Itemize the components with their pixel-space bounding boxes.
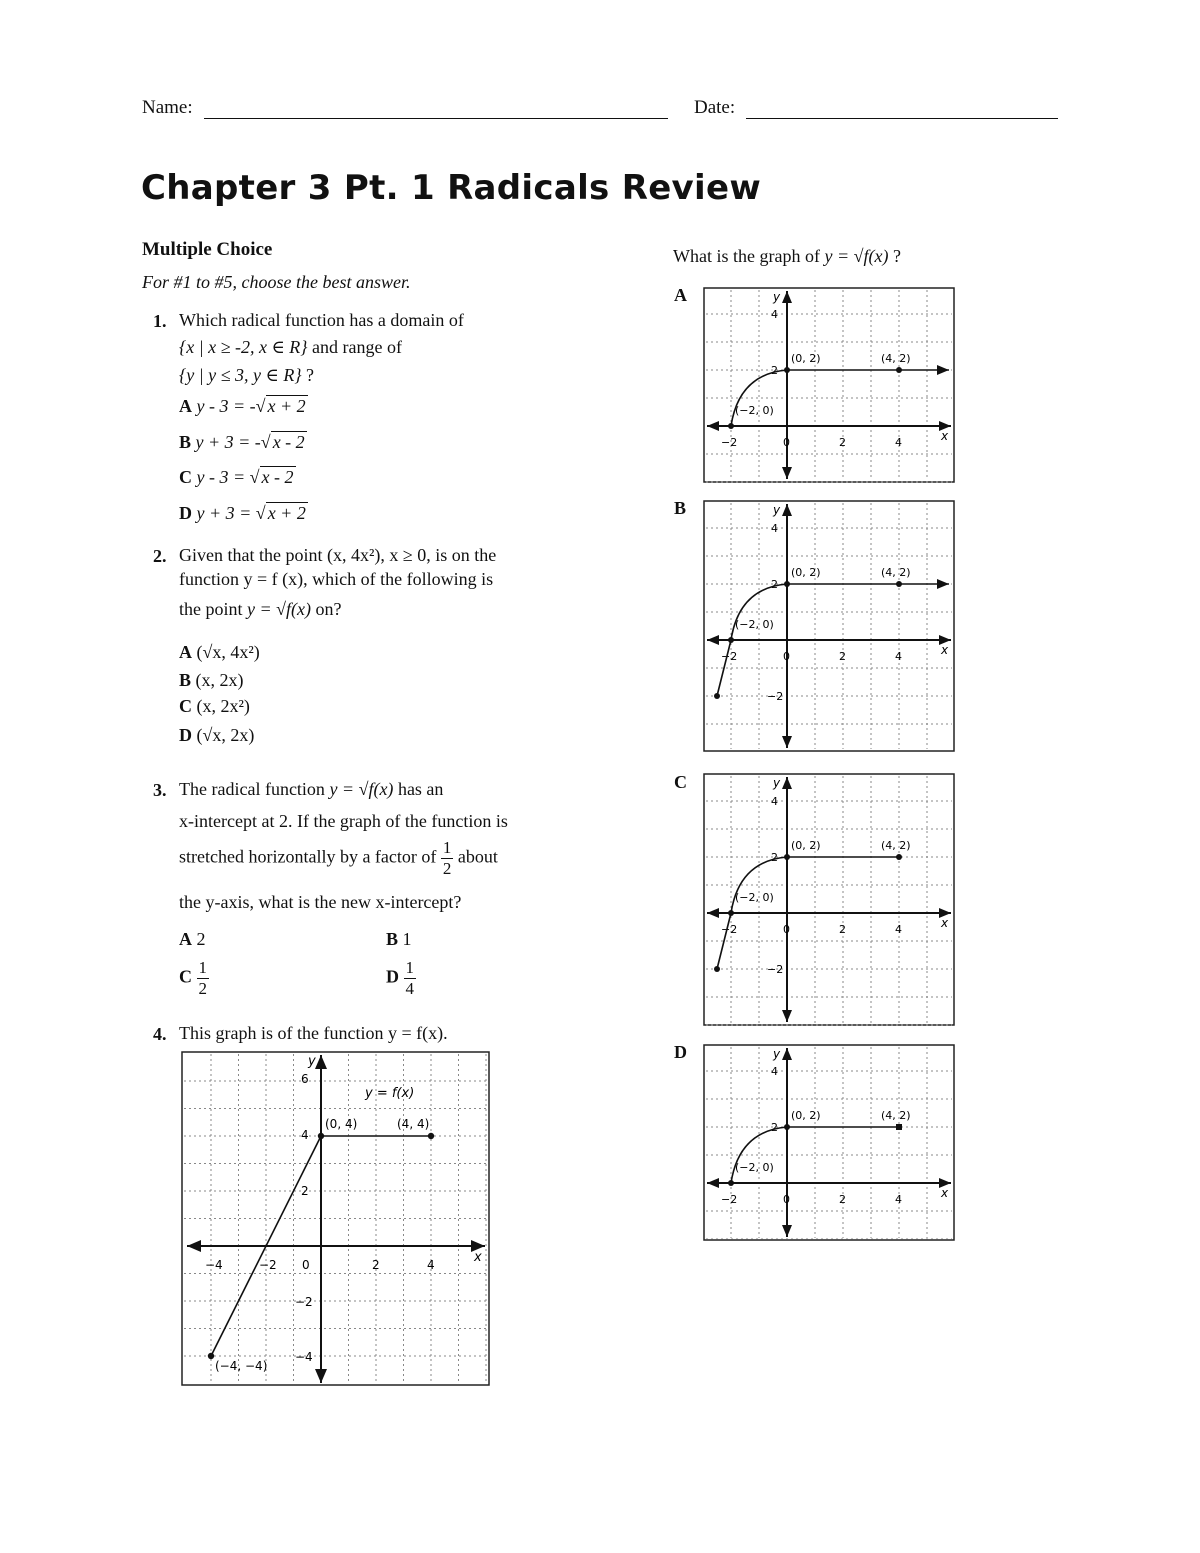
q2-option-c[interactable] [179, 696, 250, 717]
q2-expression: y = √f(x) [247, 599, 311, 619]
question-number: 3. [153, 780, 167, 800]
q3-line1-suffix: has an [397, 779, 444, 799]
denominator: 4 [405, 979, 414, 998]
data-point [428, 1133, 434, 1139]
data-point [896, 367, 902, 373]
sqrt-icon: √ [255, 396, 266, 416]
option-letter: C [179, 467, 192, 487]
sqrt-icon: √ [255, 503, 266, 523]
option-letter: D [179, 725, 192, 745]
q1-line1: Which radical function has a domain of [179, 310, 464, 330]
option-a-graph[interactable] [703, 287, 955, 483]
q4-graph [181, 1051, 491, 1387]
option-lhs: y - 3 = [196, 467, 250, 487]
page-title: Chapter 3 Pt. 1 Radicals Review [141, 168, 762, 208]
option-text: 1 [402, 929, 412, 949]
option-letter: C [179, 966, 192, 987]
option-text: (√x, 4x²) [196, 642, 260, 662]
section-heading: Multiple Choice [142, 239, 273, 260]
option-text: 2 [196, 929, 206, 949]
q1-option-c[interactable] [179, 467, 296, 488]
point-label: (−4, −4) [215, 1359, 268, 1373]
q3-line1-prefix: The radical function [179, 779, 325, 799]
option-lhs: y - 3 = - [196, 396, 256, 416]
y-tick-label: 2 [771, 851, 778, 864]
point-label: (0, 2) [791, 352, 821, 365]
q3-expression: y = √f(x) [329, 779, 394, 799]
q1-line3 [179, 362, 314, 389]
graph-c-letter: C [674, 772, 687, 792]
option-letter: B [179, 670, 192, 690]
q3-option-d[interactable] [386, 958, 416, 999]
data-point [728, 910, 734, 916]
numerator: 1 [405, 958, 414, 977]
point-label: (−2, 0) [735, 1161, 774, 1174]
point-label: (4, 4) [397, 1117, 430, 1131]
x-axis-label: x [941, 429, 949, 443]
option-c-graph[interactable] [703, 773, 955, 1026]
range-end: ? [306, 365, 315, 385]
q1-option-d[interactable] [179, 503, 308, 524]
q3-option-c[interactable] [179, 958, 209, 999]
numerator: 1 [198, 958, 207, 977]
x-tick-label: 0 [783, 1193, 790, 1206]
q2-line3-suffix: on? [315, 599, 342, 619]
data-point [784, 1124, 790, 1130]
y-tick-label: 4 [771, 1065, 778, 1078]
q5-prompt [673, 243, 901, 270]
q3-line3-prefix: stretched horizontally by a factor of [179, 846, 437, 867]
x-tick-label: 2 [839, 1193, 846, 1206]
y-tick-label: 2 [771, 1121, 778, 1134]
data-point [896, 581, 902, 587]
graph-b-letter: B [674, 498, 687, 518]
data-point [728, 637, 734, 643]
x-axis-label: x [941, 1186, 949, 1200]
question-number: 1. [153, 311, 167, 331]
data-point [728, 423, 734, 429]
data-point [896, 1124, 902, 1130]
x-tick-label: 2 [839, 436, 846, 449]
fraction [197, 958, 210, 999]
q2-option-d[interactable] [179, 725, 254, 746]
radicand: x - 2 [261, 467, 294, 487]
q2-line3 [179, 596, 342, 623]
q3-line3 [179, 838, 498, 879]
data-point [318, 1133, 324, 1139]
option-text: (√x, 2x) [196, 725, 255, 745]
q2-option-a[interactable] [179, 642, 260, 663]
data-point [784, 367, 790, 373]
option-letter: A [179, 929, 192, 949]
q3-option-b[interactable] [386, 929, 412, 950]
data-point [714, 966, 720, 972]
q3-line1 [179, 776, 443, 803]
point-label: (4, 2) [881, 566, 911, 579]
x-tick-label: 0 [783, 923, 790, 936]
sqrt-icon: √ [249, 467, 260, 487]
y-tick-label: 6 [301, 1072, 309, 1086]
y-axis-label: y [773, 503, 781, 517]
data-point [728, 1180, 734, 1186]
option-d-graph[interactable] [703, 1044, 955, 1241]
y-axis-label: y [773, 776, 781, 790]
q1-option-b[interactable] [179, 432, 307, 453]
point-label: (0, 2) [791, 839, 821, 852]
question-number: 2. [153, 546, 167, 566]
x-tick-label: −2 [259, 1258, 277, 1272]
point-label: (4, 2) [881, 839, 911, 852]
x-tick-label: 4 [427, 1258, 435, 1272]
option-text: (x, 2x) [195, 670, 244, 690]
y-tick-label: 2 [771, 364, 778, 377]
q4-text: This graph is of the function y = f(x). [179, 1023, 448, 1043]
option-letter: A [179, 642, 192, 662]
x-axis-label: x [941, 916, 949, 930]
x-tick-label: −4 [205, 1258, 223, 1272]
point-label: (0, 2) [791, 566, 821, 579]
y-tick-label: 2 [301, 1184, 309, 1198]
q2-line3-prefix: the point [179, 599, 243, 619]
numerator: 1 [442, 838, 452, 857]
radicand: x + 2 [267, 396, 306, 416]
x-axis-label: x [941, 643, 949, 657]
graph-d-letter: D [674, 1042, 687, 1062]
option-lhs: y + 3 = - [195, 432, 261, 452]
y-axis-label: y [773, 290, 781, 304]
sqrt-icon: √ [260, 432, 271, 452]
y-axis-label: y [773, 1047, 781, 1061]
data-point [714, 693, 720, 699]
x-tick-label: 4 [895, 650, 902, 663]
option-text: (x, 2x²) [196, 696, 250, 716]
point-label: (−2, 0) [735, 618, 774, 631]
denominator: 2 [442, 859, 452, 878]
domain-set: {x | x ≥ -2, x ∈ R} [179, 337, 308, 357]
q3-option-a[interactable] [179, 929, 206, 950]
fraction [404, 958, 417, 999]
date-field[interactable] [746, 118, 1058, 119]
data-point [784, 854, 790, 860]
option-letter: C [179, 696, 192, 716]
fraction [441, 838, 454, 879]
x-tick-label: 4 [895, 436, 902, 449]
data-point [208, 1353, 214, 1359]
option-letter: A [179, 396, 192, 416]
range-prefix: and range of [307, 337, 402, 357]
x-tick-label: 2 [839, 650, 846, 663]
option-letter: D [386, 966, 399, 987]
x-tick-label: 0 [302, 1258, 310, 1272]
x-tick-label: −2 [721, 923, 738, 936]
q1-line2 [179, 334, 402, 361]
x-tick-label: −2 [721, 1193, 738, 1206]
option-letter: D [179, 503, 192, 523]
instructions: For #1 to #5, choose the best answer. [142, 272, 411, 292]
y-tick-label: −4 [295, 1350, 313, 1364]
function-label: y = f(x) [365, 1086, 415, 1101]
option-letter: B [179, 432, 192, 452]
name-label: Name: [142, 97, 193, 118]
q3-line3-suffix: about [457, 846, 498, 867]
data-point [896, 854, 902, 860]
q2-option-b[interactable] [179, 670, 244, 691]
y-tick-label: 4 [301, 1128, 309, 1142]
q1-option-a[interactable] [179, 396, 308, 417]
q5-expression: y = √f(x) [824, 246, 889, 266]
x-tick-label: 0 [783, 650, 790, 663]
point-label: (0, 4) [325, 1117, 358, 1131]
option-b-graph[interactable] [703, 500, 955, 752]
graph-a-letter: A [674, 285, 687, 305]
y-tick-label: 4 [771, 522, 778, 535]
point-label: (4, 2) [881, 352, 911, 365]
date-label: Date: [694, 97, 736, 118]
option-lhs: y + 3 = [196, 503, 256, 523]
question-number: 4. [153, 1024, 167, 1044]
point-label: (0, 2) [791, 1109, 821, 1122]
x-axis-label: x [474, 1250, 482, 1265]
point-label: (−2, 0) [735, 404, 774, 417]
option-letter: B [386, 929, 399, 949]
data-point [784, 581, 790, 587]
name-field[interactable] [204, 118, 668, 119]
x-tick-label: −2 [721, 650, 738, 663]
radicand: x + 2 [267, 503, 306, 523]
x-tick-label: 0 [783, 436, 790, 449]
q5-prompt-suffix: ? [892, 246, 901, 266]
radicand: x - 2 [272, 432, 305, 452]
graph-frame [704, 288, 954, 482]
x-tick-label: 2 [372, 1258, 380, 1272]
y-axis-label: y [308, 1054, 316, 1069]
x-tick-label: 4 [895, 923, 902, 936]
y-tick-label: −2 [295, 1295, 313, 1309]
point-label: (4, 2) [881, 1109, 911, 1122]
y-tick-label: 4 [771, 308, 778, 321]
y-tick-label: −2 [767, 963, 784, 976]
x-tick-label: −2 [721, 436, 738, 449]
range-set: {y | y ≤ 3, y ∈ R} [179, 365, 302, 385]
x-tick-label: 2 [839, 923, 846, 936]
denominator: 2 [198, 979, 207, 998]
q2-line2: function y = f (x), which of the following is [179, 569, 494, 589]
y-tick-label: −2 [767, 690, 784, 703]
q3-line2: x-intercept at 2. If the graph of the function is [179, 811, 508, 831]
q3-line4: the y-axis, what is the new x-intercept? [179, 892, 462, 912]
y-tick-label: 2 [771, 578, 778, 591]
point-label: (−2, 0) [735, 891, 774, 904]
x-tick-label: 4 [895, 1193, 902, 1206]
y-tick-label: 4 [771, 795, 778, 808]
q2-line1: Given that the point (x, 4x²), x ≥ 0, is on the [179, 545, 497, 565]
q5-prompt-prefix: What is the graph of [673, 246, 820, 266]
